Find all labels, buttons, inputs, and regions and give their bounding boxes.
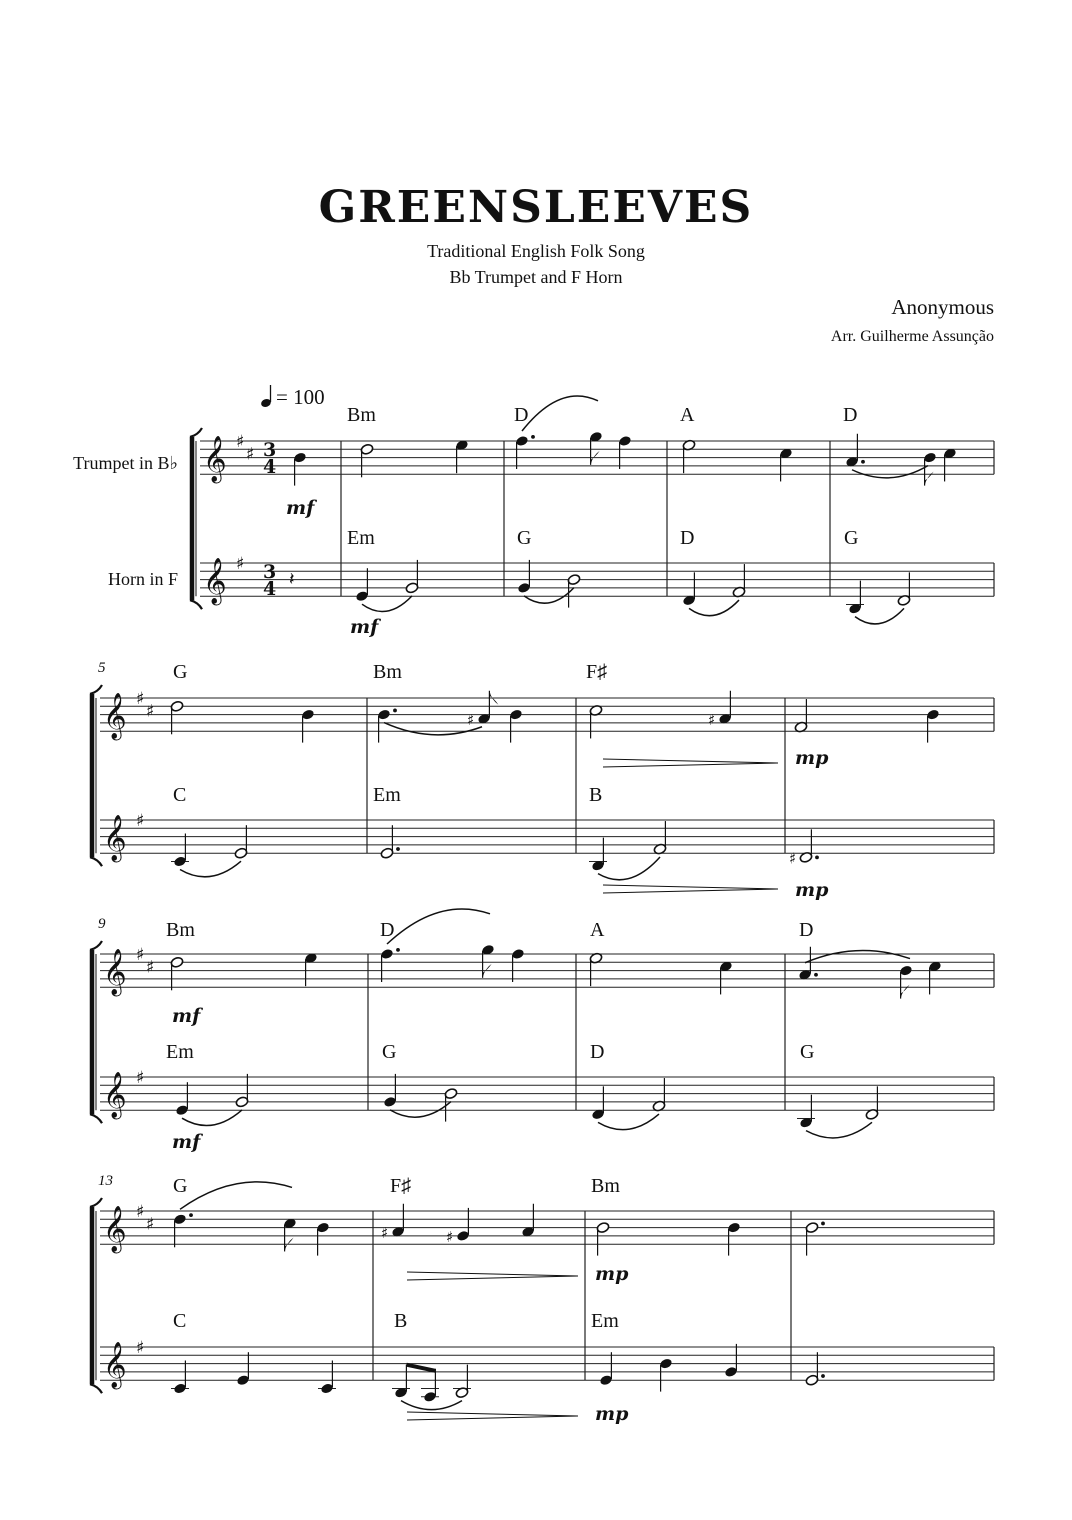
trumpet-key-sharp: ♯ [146,1214,155,1235]
chord-symbol: G [844,527,859,549]
time-signature-top: 3 [263,439,277,461]
chord-symbol: C [173,1310,187,1332]
decrescendo-hairpin [407,1412,578,1416]
chord-symbol: B [589,784,603,806]
chord-symbol: B [394,1310,408,1332]
slur [806,1122,872,1138]
time-signature-bottom: 4 [263,578,277,600]
slur [522,396,598,431]
measure-number: 13 [98,1173,113,1189]
piece-instrumentation: Bb Trumpet and F Horn [449,267,623,287]
slur [180,861,241,877]
system-1 [286,404,858,638]
augmentation-dot [189,1213,193,1217]
system-2 [98,660,829,901]
system-bracket-top-hook [90,685,102,694]
slur [855,608,904,624]
slur [598,857,660,880]
instrument-name-trumpet: Trumpet in B♭ [73,453,178,473]
dynamic-mf: mf [172,1131,201,1153]
chord-symbol: Bm [166,919,195,941]
trumpet-key-sharp: ♯ [136,689,145,709]
slur [387,909,490,944]
trumpet-key-sharp: ♯ [146,957,155,978]
chord-symbol: D [680,527,695,549]
chord-symbol: G [800,1041,815,1063]
chord-symbol: G [382,1041,397,1063]
chord-symbol: D [843,404,858,426]
chord-symbol: Em [591,1310,619,1332]
chord-symbol: Bm [591,1175,620,1197]
chord-symbol: A [680,404,695,426]
accidental-sharp: ♯ [467,710,475,729]
slur [401,1401,462,1410]
trumpet-treble-clef: 𝄞 [103,949,127,995]
decrescendo-hairpin [407,1272,578,1276]
slur [362,596,412,612]
chord-symbol: A [590,919,605,941]
horn-treble-clef: 𝄞 [103,1342,127,1388]
chord-symbol: D [590,1041,605,1063]
system-bracket-top-hook [190,428,202,437]
trumpet-key-sharp: ♯ [136,1202,145,1222]
slur [805,951,910,963]
slur [180,1182,292,1209]
chord-symbol: D [380,919,395,941]
chord-symbol: Bm [347,404,376,426]
system-bracket-bottom-hook [90,857,102,866]
horn-treble-clef: 𝄞 [103,815,127,861]
augmentation-dot [396,948,400,952]
dynamic-mp: mp [795,747,829,769]
piece-title: GREENSLEEVES [318,182,754,233]
dynamic-mp: mp [795,879,829,901]
time-signature-bottom: 4 [263,456,277,478]
arranger: Arr. Guilherme Assunção [830,328,994,345]
dynamic-mf: mf [286,497,315,519]
decrescendo-hairpin [603,759,778,763]
chord-symbol: F♯ [586,661,608,683]
music-engraving [90,396,994,1420]
chord-symbol: G [173,661,188,683]
decrescendo-hairpin [603,885,778,889]
trumpet-key-sharp: ♯ [246,444,255,465]
note-flag [901,985,910,999]
chord-symbol: C [173,784,187,806]
augmentation-dot [814,973,818,977]
augmentation-dot [815,855,819,859]
piece-subtitle: Traditional English Folk Song [427,241,645,261]
trumpet-treble-clef: 𝄞 [103,1206,127,1252]
slur [852,466,928,478]
decrescendo-hairpin [603,763,778,767]
horn-treble-clef: 𝄞 [103,1072,127,1118]
accidental-sharp: ♯ [789,849,797,868]
trumpet-treble-clef: 𝄞 [203,436,227,482]
system-bracket-top-hook [90,941,102,950]
chord-symbol: D [799,919,814,941]
system-3 [98,916,814,1153]
accidental-sharp: ♯ [381,1223,389,1242]
slur [182,1110,242,1126]
trumpet-key-sharp: ♯ [146,701,155,722]
augmentation-dot [821,1374,825,1378]
accidental-sharp: ♯ [708,710,716,729]
note-beam [406,1365,435,1371]
chord-symbol: G [173,1175,188,1197]
decrescendo-hairpin [407,1416,578,1420]
decrescendo-hairpin [603,889,778,893]
dynamic-mp: mp [595,1403,629,1425]
instrument-name-horn: Horn in F [107,569,178,589]
measure-number: 9 [98,916,106,932]
chord-symbol: G [517,527,532,549]
quarter-rest: 𝄽 [289,569,295,590]
chord-symbol: Em [166,1041,194,1063]
dynamic-mf: mf [172,1005,201,1027]
augmentation-dot [396,847,400,851]
tempo-value: = 100 [276,385,325,409]
horn-key-sharp: ♯ [136,1338,145,1358]
time-signature-top: 3 [263,561,277,583]
chord-symbol: Em [347,527,375,549]
measure-number: 5 [98,660,106,676]
horn-key-sharp: ♯ [236,554,245,574]
augmentation-dot [861,460,865,464]
trumpet-key-sharp: ♯ [136,945,145,965]
horn-key-sharp: ♯ [136,1068,145,1088]
dynamic-mf: mf [350,616,379,638]
accidental-sharp: ♯ [446,1227,454,1246]
chord-symbol: Bm [373,661,402,683]
slur [524,588,574,604]
augmentation-dot [393,709,397,713]
dynamic-mp: mp [595,1263,629,1285]
system-bracket-top-hook [90,1198,102,1207]
tempo-marking [260,385,325,409]
system-bracket-bottom-hook [190,600,202,609]
composer: Anonymous [891,295,994,319]
trumpet-key-sharp: ♯ [236,432,245,452]
augmentation-dot [821,1222,825,1226]
slur [390,1102,451,1118]
chord-symbol: F♯ [390,1175,412,1197]
horn-treble-clef: 𝄞 [203,558,227,604]
slur [598,1114,659,1130]
system-bracket-bottom-hook [90,1114,102,1123]
chord-symbol: D [514,404,529,426]
decrescendo-hairpin [407,1276,578,1280]
horn-key-sharp: ♯ [136,811,145,831]
trumpet-treble-clef: 𝄞 [103,693,127,739]
chord-symbol: Em [373,784,401,806]
augmentation-dot [531,435,535,439]
system-bracket-bottom-hook [90,1384,102,1393]
slur [689,600,739,616]
